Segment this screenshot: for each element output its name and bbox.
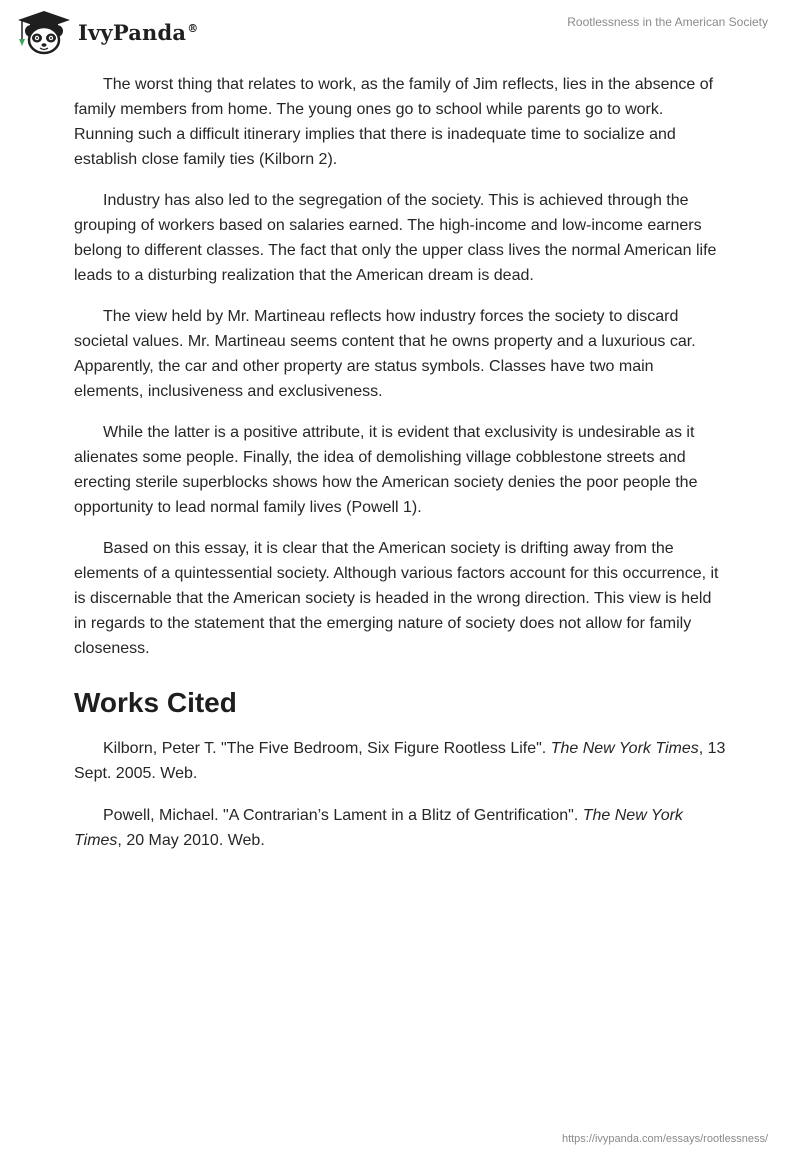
body-paragraph-1: The worst thing that relates to work, as the family of Jim reflects, lies in the absence of family members from home. The young ones go to school while parents go to work. Running such a difficult itinerary implies that there is inadequate time to socialize and establish close family ties (Kilborn 2). (74, 76, 714, 168)
citation-source: The New York Times (550, 740, 699, 757)
body-paragraph-5: Based on this essay, it is clear that the American society is drifting away from the elements of a quintessential society. Although various factors account for this occurrence, it is discernable that the American society is headed in the wrong direction. This view is held in regards to the statement that the emerging nature of society does not allow for family closeness. (74, 540, 719, 657)
document-title: Rootlessness in the American Society (567, 15, 768, 29)
ivypanda-logo[interactable] (16, 8, 198, 56)
footer-url-link[interactable]: https://ivypanda.com/essays/rootlessness/ (561, 1133, 768, 1145)
works-cited-heading: Works Cited (74, 687, 237, 718)
registered-mark: ® (187, 21, 199, 35)
page-header (0, 0, 800, 60)
citation-author-title: Powell, Michael. "A Contrarian’s Lament in a Blitz of Gentrification". (103, 807, 583, 824)
panda-graduate-icon (16, 9, 72, 55)
body-paragraph-2: Industry has also led to the segregation of the society. This is achieved through the grouping of workers based on salaries earned. The high-income and low-income earners belong to different classes. The fact that only the upper class lives the normal American life leads to a disturbing realization that the American dream is dead. (74, 192, 717, 284)
body-paragraph-4: While the latter is a positive attribute, it is evident that exclusivity is undesirable as it alienates some people. Finally, the idea of demolishing village cobblestone streets and erecting sterile superblocks shows how the American society denies the poor people the opportunity to lead normal family lives (Powell 1). (74, 424, 698, 516)
essay-body (74, 72, 726, 870)
logo-wordmark: IvyPanda® (78, 19, 199, 45)
body-paragraph-3: The view held by Mr. Martineau reflects how industry forces the society to discard societal values. Mr. Martineau seems content that he owns property and a luxurious car. Apparently, the car and other property are status symbols. Classes have two main elements, inclusiveness and exclusiveness. (74, 308, 696, 400)
citation-entry-1 (74, 736, 726, 786)
citation-source: The New York Times (74, 807, 683, 849)
citation-author-title: Kilborn, Peter T. "The Five Bedroom, Six Figure Rootless Life". (103, 740, 551, 757)
citation-entry-2 (74, 803, 726, 853)
citation-details: , 20 May 2010. Web. (117, 832, 265, 849)
citation-details: , 13 Sept. 2005. Web. (74, 740, 726, 782)
